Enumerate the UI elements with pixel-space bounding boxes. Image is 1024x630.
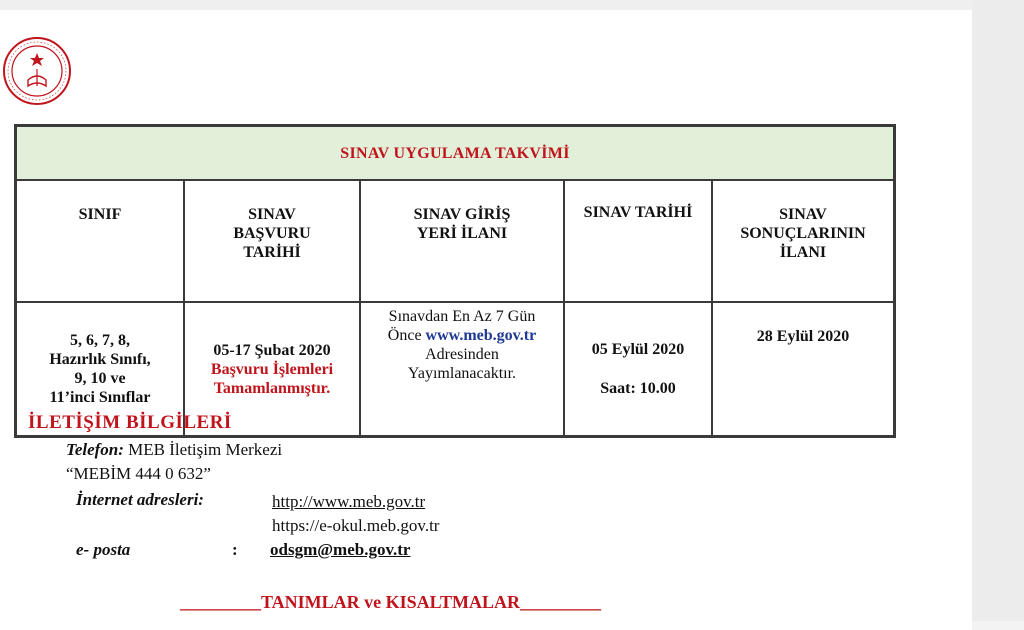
- definitions-heading: TANIMLAR ve KISALTMALAR: [261, 592, 521, 612]
- location-cell: Sınavdan En Az 7 Gün Önce www.meb.gov.tr Adresinden Yayımlanacaktır.: [360, 302, 564, 437]
- application-note: Başvuru İşlemleri: [210, 360, 334, 378]
- contact-heading: İLETİŞİM BİLGİLERİ: [28, 412, 232, 433]
- meb-seal-icon: [2, 36, 72, 106]
- url-meb[interactable]: http://www.meb.gov.tr: [272, 492, 426, 511]
- phone-number: “MEBİM 444 0 632”: [66, 464, 211, 483]
- internet-label: İnternet adresleri:: [76, 490, 204, 509]
- header-exam-date: SINAV TARİHİ: [564, 180, 712, 302]
- left-rule: _________: [180, 592, 261, 612]
- exam-time: Saat: 10.00: [600, 380, 676, 397]
- phone-label: Telefon:: [66, 440, 124, 459]
- url-eokul[interactable]: https://e-okul.meb.gov.tr: [272, 516, 440, 535]
- application-date-cell: 05-17 Şubat 2020 Başvuru İşlemleri Tamamlanmıştır.: [184, 302, 360, 437]
- grade-cell: 5, 6, 7, 8, Hazırlık Sınıfı, 9, 10 ve 11’inci Sınıflar: [16, 302, 185, 437]
- top-strip: [0, 0, 1024, 10]
- header-row: [16, 180, 895, 302]
- exam-schedule-table: [14, 124, 896, 438]
- email-label: e- posta: [76, 540, 131, 559]
- meb-link[interactable]: www.meb.gov.tr: [425, 327, 537, 344]
- email-separator: :: [232, 540, 238, 559]
- right-rule: _________: [520, 592, 602, 612]
- definitions-heading-line: [180, 592, 601, 613]
- results-date-cell: [712, 302, 895, 437]
- table-title: SINAV UYGULAMA TAKVİMİ: [16, 126, 895, 181]
- header-grade: SINIF: [16, 180, 185, 302]
- phone-line: [66, 440, 282, 460]
- application-date: 05-17 Şubat 2020: [213, 341, 331, 359]
- exam-date: 05 Eylül 2020: [591, 341, 685, 358]
- exam-date-cell: [564, 302, 712, 437]
- results-date: 28 Eylül 2020: [756, 328, 850, 345]
- email-link[interactable]: odsgm@meb.gov.tr: [270, 540, 411, 559]
- phone-value: MEB İletişim Merkezi: [128, 440, 283, 459]
- header-results-announcement: SINAV SONUÇLARININ İLANI: [712, 180, 895, 302]
- header-location-announcement: SINAV GİRİŞ YERİ İLANI: [360, 180, 564, 302]
- header-application-date: SINAV BAŞVURU TARİHİ: [184, 180, 360, 302]
- right-strip: [972, 0, 1024, 621]
